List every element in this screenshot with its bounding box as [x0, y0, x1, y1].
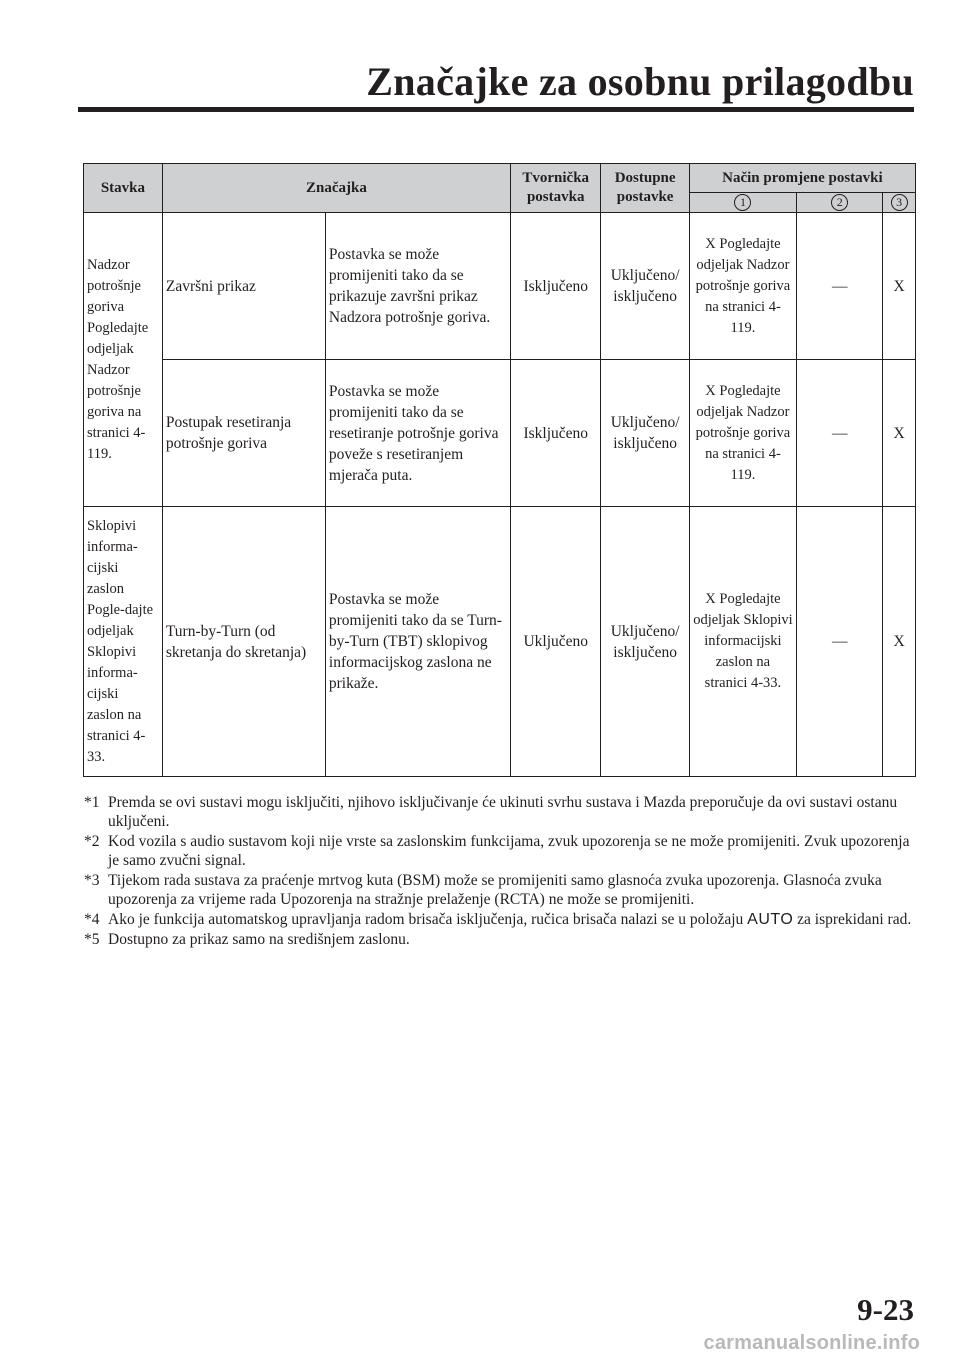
row-method-2: —	[797, 360, 883, 507]
row-item: Sklopivi informa-cijski zaslon Pogle-dajte odjeljak Sklopivi informa-cijski zaslon na stranici 4-33.	[84, 507, 163, 777]
header-factory: Tvornička postavka	[511, 164, 601, 213]
footnote-mark: *5	[84, 931, 100, 948]
page-title: Značajke za osobnu prilagodbu	[366, 59, 914, 104]
header-method-3	[883, 193, 916, 213]
footnote-text: Dostupno za prikaz samo na središnjem zaslonu.	[108, 931, 410, 948]
row-item: Nadzor potrošnje goriva Pogledajte odjeljak Nadzor potrošnje goriva na stranici 4-119.	[84, 213, 163, 507]
row-method-1: X Pogledajte odjeljak Nadzor potrošnje goriva na stranici 4-119.	[689, 213, 796, 360]
footnote-text: Kod vozila s audio sustavom koji nije vrste sa zaslonskim funkcijama, zvuk upozorenja se ne može promijeniti. Zvuk upozorenja je samo zvučni signal.	[108, 833, 910, 869]
header-available: Dostupne postavke	[601, 164, 689, 213]
footnote-text: Premda se ovi sustavi mogu isključiti, njihovo isključivanje će ukinuti svrhu sustava i Mazda preporučuje da ovi sustavi ostanu uključeni.	[108, 794, 898, 830]
header-item: Stavka	[84, 164, 163, 213]
table-row	[84, 213, 916, 360]
footnote-mark: *1	[84, 794, 100, 811]
footnote-text: Tijekom rada sustava za praćenje mrtvog kuta (BSM) može se promijeniti samo glasnoća zvuka upozorenja. Glasnoća zvuka upozorenja za vrijeme rada Upozorenja na stražnje prelaženje (RCTA) ne može se promijeniti.	[108, 872, 882, 908]
row-feature: Postupak resetiranja potrošnje goriva	[162, 360, 325, 507]
settings-table	[83, 163, 916, 777]
footnote	[84, 793, 924, 831]
row-factory: Isključeno	[511, 213, 601, 360]
footnote-text	[108, 910, 924, 929]
row-method-3: X	[883, 507, 916, 777]
row-available: Uključeno/ isključeno	[601, 360, 689, 507]
table-row	[84, 360, 916, 507]
header-change-method: Način promjene postavki	[689, 164, 915, 193]
wiper-auto-symbol: AUTO	[747, 911, 794, 928]
table-row	[84, 507, 916, 777]
row-factory: Uključeno	[511, 507, 601, 777]
row-factory: Isključeno	[511, 360, 601, 507]
footnote	[84, 871, 924, 909]
footnote-text-before: Ako je funkcija automatskog upravljanja radom brisača isključenja, ručica brisača nalazi se u položaju	[108, 911, 744, 928]
footnote-mark: *4	[84, 911, 100, 928]
header-method-2	[797, 193, 883, 213]
row-method-1: X Pogledajte odjeljak Sklopivi informacijski zaslon na stranici 4-33.	[689, 507, 796, 777]
footnote	[84, 832, 924, 870]
footnote-text-after: za isprekidani rad.	[797, 911, 912, 928]
header-feature: Značajka	[162, 164, 510, 213]
circled-number-3: 3	[891, 194, 908, 211]
header-method-1	[689, 193, 796, 213]
footnotes	[84, 793, 924, 950]
row-method-2: —	[797, 507, 883, 777]
footnote	[84, 910, 924, 929]
row-method-3: X	[883, 360, 916, 507]
watermark: carmanualsonline.info	[703, 1332, 920, 1354]
circled-number-2: 2	[831, 194, 848, 211]
row-feature: Završni prikaz	[162, 213, 325, 360]
footnote-mark: *2	[84, 833, 100, 850]
row-description: Postavka se može promijeniti tako da se resetiranje potrošnje goriva poveže s resetiranjem mjerača puta.	[325, 360, 510, 507]
circled-number-1: 1	[734, 194, 751, 211]
row-method-1: X Pogledajte odjeljak Nadzor potrošnje goriva na stranici 4-119.	[689, 360, 796, 507]
row-available: Uključeno/ isključeno	[601, 213, 689, 360]
row-method-2: —	[797, 213, 883, 360]
row-description: Postavka se može promijeniti tako da se Turn-by-Turn (TBT) sklopivog informacijskog zaslona ne prikaže.	[325, 507, 510, 777]
header-rule	[78, 107, 914, 112]
row-available: Uključeno/ isključeno	[601, 507, 689, 777]
footnote	[84, 930, 924, 949]
page-number: 9-23	[857, 1292, 914, 1327]
row-feature: Turn-by-Turn (od skretanja do skretanja)	[162, 507, 325, 777]
row-description: Postavka se može promijeniti tako da se prikazuje završni prikaz Nadzora potrošnje goriva.	[325, 213, 510, 360]
footnote-mark: *3	[84, 872, 100, 889]
row-method-3: X	[883, 213, 916, 360]
